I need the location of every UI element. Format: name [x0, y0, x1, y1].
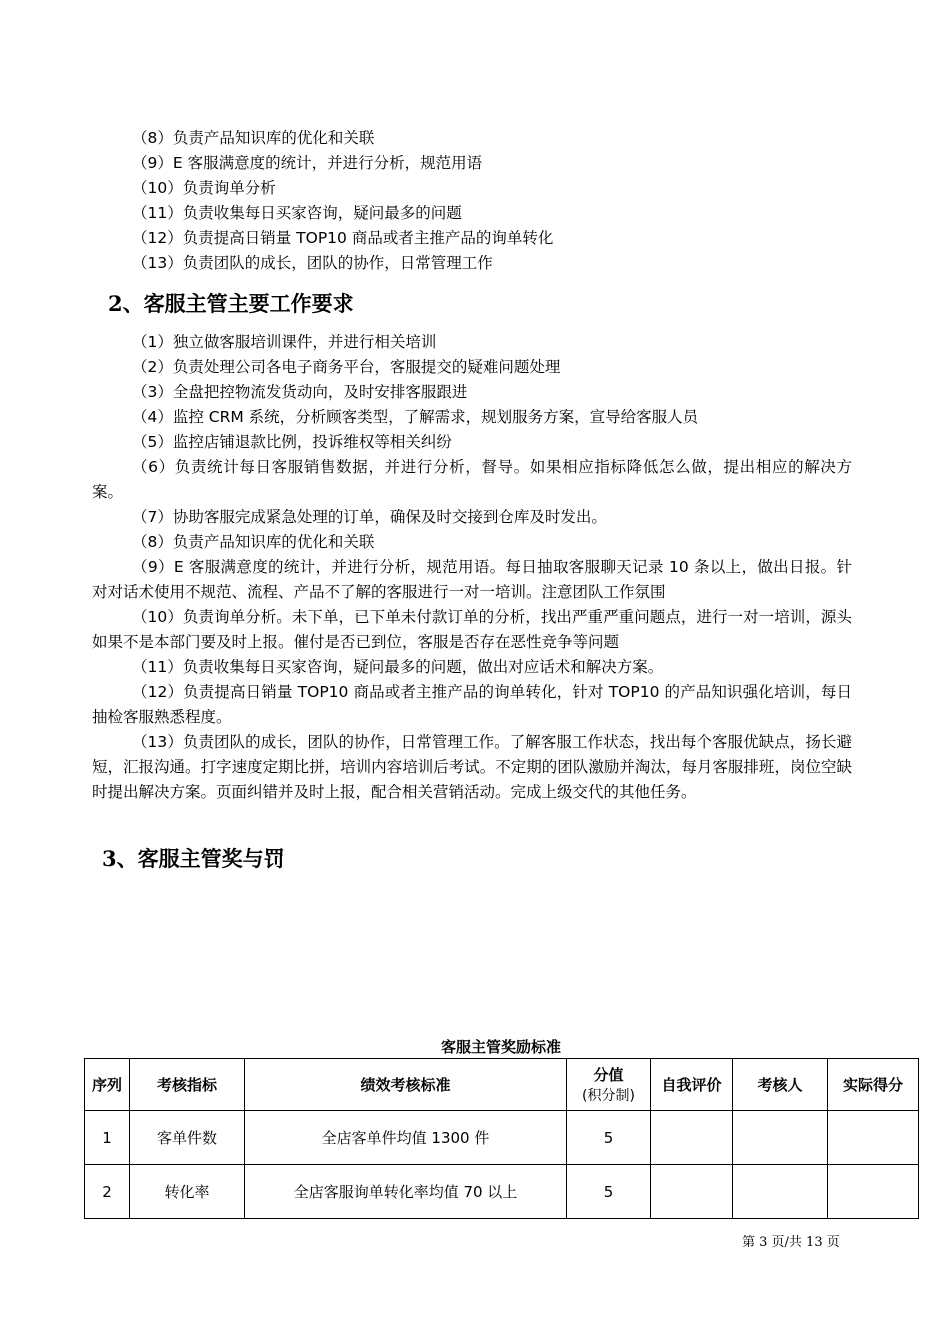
cell-assessor: [733, 1111, 828, 1165]
header-score-label: 分值: [593, 1066, 624, 1084]
list-item: （13）负责团队的成长，团队的协作，日常管理工作: [132, 254, 493, 272]
header-score-note: (积分制): [582, 1088, 635, 1104]
table-row: [85, 1165, 919, 1219]
list-item: （8）负责产品知识库的优化和关联: [132, 129, 375, 147]
cell-score: 5: [567, 1111, 651, 1165]
reward-standard-table: [84, 1058, 919, 1219]
cell-standard: 全店客服询单转化率均值 70 以上: [245, 1165, 567, 1219]
cell-standard: 全店客单件均值 1300 件: [245, 1111, 567, 1165]
table-title: 客服主管奖励标准: [440, 1038, 561, 1056]
requirements-list: [92, 330, 852, 805]
list-item: （12）负责提高日销量 TOP10 商品或者主推产品的询单转化: [132, 229, 554, 247]
requirement-item: （4）监控 CRM 系统，分析顾客类型，了解需求，规划服务方案，宣导给客服人员: [132, 408, 699, 426]
list-item: （10）负责询单分析: [132, 179, 276, 197]
cell-assessor: [733, 1165, 828, 1219]
cell-indicator: 转化率: [130, 1165, 245, 1219]
requirement-item: （12）负责提高日销量 TOP10 商品或者主推产品的询单转化，针对 TOP10 的产品知识强化培训，每日抽检客服熟悉程度。: [92, 683, 852, 726]
requirement-item: （9）E 客服满意度的统计，并进行分析，规范用语。每日抽取客服聊天记录 10 条以上，做出日报。针对对话术使用不规范、流程、产品不了解的客服进行一对一培训。注意团队工作氛围: [92, 558, 852, 601]
cell-indicator: 客单件数: [130, 1111, 245, 1165]
section-heading: 2、客服主管主要工作要求: [108, 291, 354, 316]
requirement-item: （8）负责产品知识库的优化和关联: [132, 533, 375, 551]
cell-seq: 1: [85, 1111, 130, 1165]
header-self-eval: 自我评价: [651, 1059, 733, 1111]
header-seq: 序列: [85, 1059, 130, 1111]
requirement-item: （6）负责统计每日客服销售数据，并进行分析，督导。如果相应指标降低怎么做，提出相应的解决方案。: [92, 458, 852, 501]
cell-actual: [828, 1111, 919, 1165]
requirement-item: （10）负责询单分析。未下单，已下单未付款订单的分析，找出严重严重问题点，进行一对一培训，源头如果不是本部门要及时上报。催付是否已到位，客服是否存在恶性竞争等问题: [92, 608, 852, 651]
cell-seq: 2: [85, 1165, 130, 1219]
requirement-item: （11）负责收集每日买家咨询，疑问最多的问题，做出对应话术和解决方案。: [132, 658, 664, 676]
cell-self-eval: [651, 1165, 733, 1219]
requirement-item: （13）负责团队的成长，团队的协作，日常管理工作。了解客服工作状态，找出每个客服优缺点，扬长避短，汇报沟通。打字速度定期比拼，培训内容培训后考试。不定期的团队激励并淘汰，每月客服排班，岗位空缺时提出解决方案。页面纠错并及时上报，配合相关营销活动。完成上级交代的其他任务。: [92, 733, 852, 801]
header-standard: 绩效考核标准: [245, 1059, 567, 1111]
list-item: （9）E 客服满意度的统计，并进行分析，规范用语: [132, 154, 483, 172]
requirement-item: （1）独立做客服培训课件，并进行相关培训: [132, 333, 437, 351]
section-heading: 3、客服主管奖与罚: [102, 846, 285, 871]
responsibility-list: [132, 126, 852, 276]
table-header-row: [85, 1059, 919, 1111]
table-row: [85, 1111, 919, 1165]
list-item: （11）负责收集每日买家咨询，疑问最多的问题: [132, 204, 462, 222]
cell-self-eval: [651, 1111, 733, 1165]
header-actual: 实际得分: [828, 1059, 919, 1111]
page-number: 第 3 页/共 13 页: [742, 1235, 840, 1250]
requirement-item: （3）全盘把控物流发货动向，及时安排客服跟进: [132, 383, 468, 401]
requirement-item: （2）负责处理公司各电子商务平台，客服提交的疑难问题处理: [132, 358, 561, 376]
cell-score: 5: [567, 1165, 651, 1219]
requirement-item: （5）监控店铺退款比例，投诉维权等相关纠纷: [132, 433, 452, 451]
requirement-item: （7）协助客服完成紧急处理的订单，确保及时交接到仓库及时发出。: [132, 508, 607, 526]
cell-actual: [828, 1165, 919, 1219]
header-score: [567, 1059, 651, 1111]
header-indicator: 考核指标: [130, 1059, 245, 1111]
header-assessor: 考核人: [733, 1059, 828, 1111]
